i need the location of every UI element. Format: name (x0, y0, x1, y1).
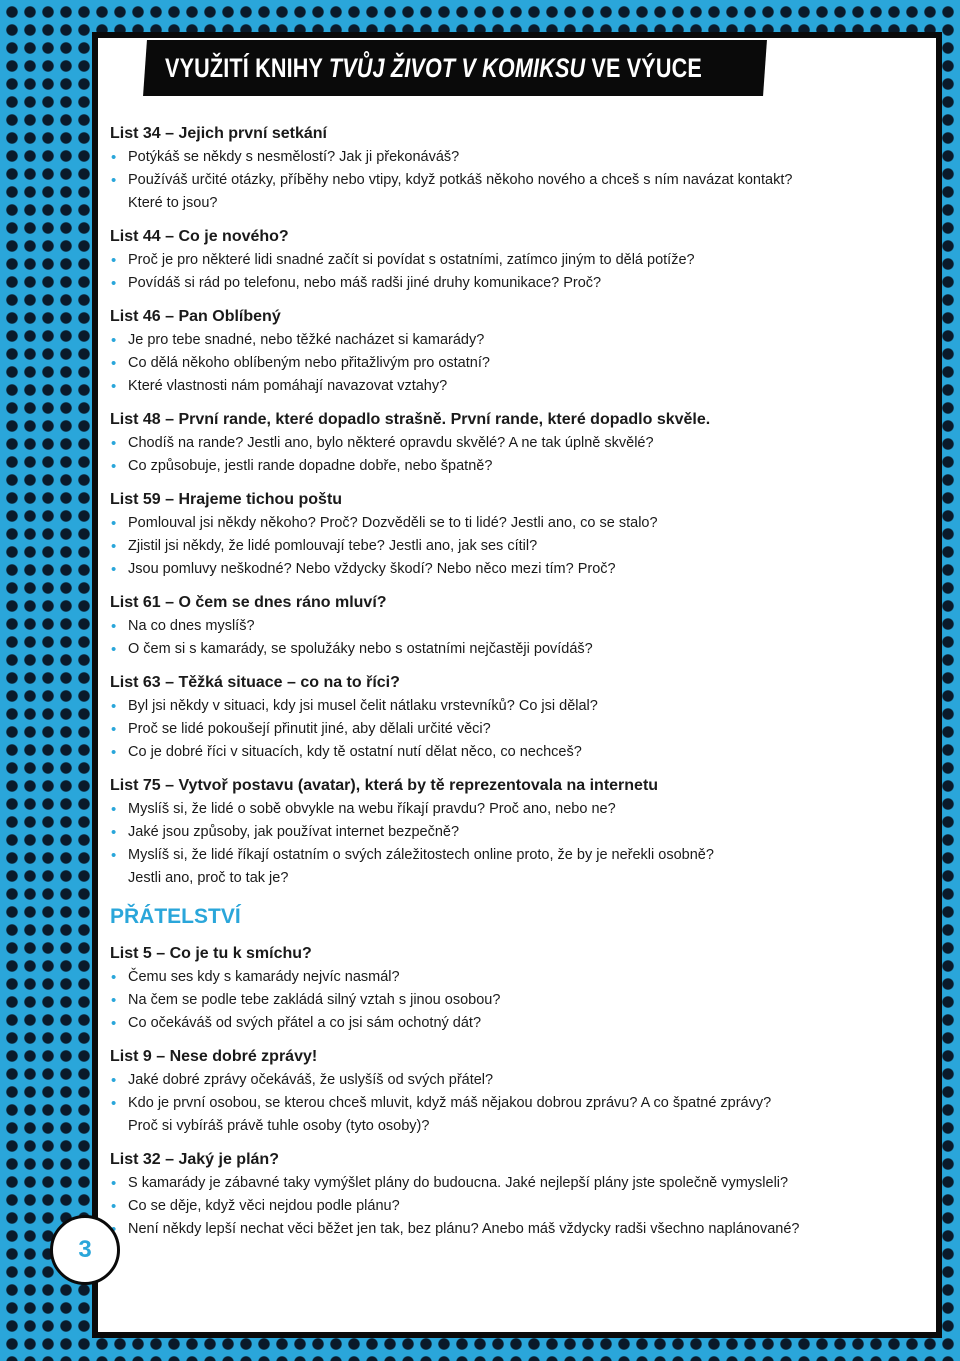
item-heading: List 48 – První rande, které dopadlo strašně. První rande, které dopadlo skvěle. (110, 411, 711, 428)
question-item: • Na čem se podle tebe zakládá silný vztah s jinou osobou? (110, 989, 910, 1012)
question-item: • Myslíš si, že lidé říkají ostatním o svých záležitostech online proto, že by je neřekli osobně? (110, 844, 910, 867)
title-part-2: VE VÝUCE (585, 53, 702, 83)
list-item (110, 1148, 910, 1241)
question-list (110, 798, 910, 890)
question-item: • Není někdy lepší nechat věci běžet jen tak, bez plánu? Anebo máš vždycky radši všechno naplánované? (110, 1218, 910, 1241)
question-item: • Co dělá někoho oblíbeným nebo přitažlivým pro ostatní? (110, 352, 910, 375)
question-item: • Používáš určité otázky, příběhy nebo vtipy, když potkáš někoho nového a chceš s ním navázat kontakt? (110, 169, 910, 192)
page-number: 3 (78, 1236, 92, 1263)
list-item (110, 305, 910, 398)
item-heading: List 9 – Nese dobré zprávy! (110, 1048, 318, 1065)
question-item: • Jaké dobré zprávy očekáváš, že uslyšíš od svých přátel? (110, 1069, 910, 1092)
list-item (110, 122, 910, 215)
question-item: • Kdo je první osobou, se kterou chceš mluvit, když máš nějakou dobrou zprávu? A co špatné zprávy? (110, 1092, 910, 1115)
list-item (110, 942, 910, 1035)
list-item (110, 488, 910, 581)
question-item: • Byl jsi někdy v situaci, kdy jsi musel čelit nátlaku vrstevníků? Co jsi dělal? (110, 695, 910, 718)
list-item (110, 671, 910, 764)
question-list (110, 432, 910, 478)
question-item: Proč si vybíráš právě tuhle osoby (tyto osoby)? (128, 1118, 430, 1134)
question-list (110, 1172, 910, 1241)
list-item (110, 774, 910, 890)
question-item: • Chodíš na rande? Jestli ano, bylo některé opravdu skvělé? A ne tak úplně skvělé? (110, 432, 910, 455)
item-heading: List 32 – Jaký je plán? (110, 1151, 279, 1168)
question-item: Jestli ano, proč to tak je? (128, 870, 289, 886)
question-item: • Na co dnes myslíš? (110, 615, 910, 638)
question-item: • Je pro tebe snadné, nebo těžké nacházet si kamarády? (110, 329, 910, 352)
item-heading: List 61 – O čem se dnes ráno mluví? (110, 594, 387, 611)
question-item: • Myslíš si, že lidé o sobě obvykle na webu říkají pravdu? Proč ano, nebo ne? (110, 798, 910, 821)
question-item: Které to jsou? (128, 195, 218, 211)
question-item: • Jsou pomluvy neškodné? Nebo vždycky škodí? Nebo něco mezi tím? Proč? (110, 558, 910, 581)
item-heading: List 59 – Hrajeme tichou poštu (110, 491, 343, 508)
question-item: • Co způsobuje, jestli rande dopadne dobře, nebo špatně? (110, 455, 910, 478)
list-item (110, 225, 910, 295)
content-list (110, 122, 910, 1251)
question-item: • Pomlouval jsi někdy někoho? Proč? Dozvěděli se to ti lidé? Jestli ano, co se stalo? (110, 512, 910, 535)
question-item: • Potýkáš se někdy s nesmělostí? Jak ji překonáváš? (110, 146, 910, 169)
question-item: • Proč je pro některé lidi snadné začít si povídat s ostatními, zatímco jiným to dělá potíže? (110, 249, 910, 272)
item-heading: List 44 – Co je nového? (110, 228, 289, 245)
item-heading: List 34 – Jejich první setkání (110, 125, 327, 142)
question-item: • Proč se lidé pokoušejí přinutit jiné, aby dělali určité věci? (110, 718, 910, 741)
list-item (110, 408, 910, 478)
question-list (110, 695, 910, 764)
question-list (110, 966, 910, 1035)
question-list (110, 1069, 910, 1138)
question-item: • Povídáš si rád po telefonu, nebo máš radši jiné druhy komunikace? Proč? (110, 272, 910, 295)
question-item: • Co se děje, když věci nejdou podle plánu? (110, 1195, 910, 1218)
question-list (110, 249, 910, 295)
item-heading: List 63 – Těžká situace – co na to říci? (110, 674, 400, 691)
question-item: • O čem si s kamarády, se spolužáky nebo s ostatními nejčastěji povídáš? (110, 638, 910, 661)
item-heading: List 46 – Pan Oblíbený (110, 308, 281, 325)
question-list (110, 512, 910, 581)
question-item: • Co je dobré říci v situacích, kdy tě ostatní nutí dělat něco, co nechceš? (110, 741, 910, 764)
list-item (110, 1045, 910, 1138)
item-heading: List 75 – Vytvoř postavu (avatar), která by tě reprezentovala na internetu (110, 777, 659, 794)
question-list (110, 329, 910, 398)
question-item: • Čemu ses kdy s kamarády nejvíc nasmál? (110, 966, 910, 989)
question-item: • Jaké jsou způsoby, jak používat internet bezpečně? (110, 821, 910, 844)
title-book-name: TVŮJ ŽIVOT V KOMIKSU (328, 53, 586, 83)
list-item (110, 591, 910, 661)
question-item: • Které vlastnosti nám pomáhají navazovat vztahy? (110, 375, 910, 398)
item-heading: List 5 – Co je tu k smíchu? (110, 945, 312, 962)
page-title (165, 48, 702, 88)
question-item: • Zjistil jsi někdy, že lidé pomlouvají tebe? Jestli ano, jak ses cítil? (110, 535, 910, 558)
question-list (110, 146, 910, 215)
question-item: • S kamarády je zábavné taky vymýšlet plány do budoucna. Jaké nejlepší plány jste společně vymysleli? (110, 1172, 910, 1195)
question-item: • Co očekáváš od svých přátel a co jsi sám ochotný dát? (110, 1012, 910, 1035)
title-part-1: VYUŽITÍ KNIHY (165, 53, 329, 83)
question-list (110, 615, 910, 661)
section-title: PŘÁTELSTVÍ (110, 905, 241, 928)
